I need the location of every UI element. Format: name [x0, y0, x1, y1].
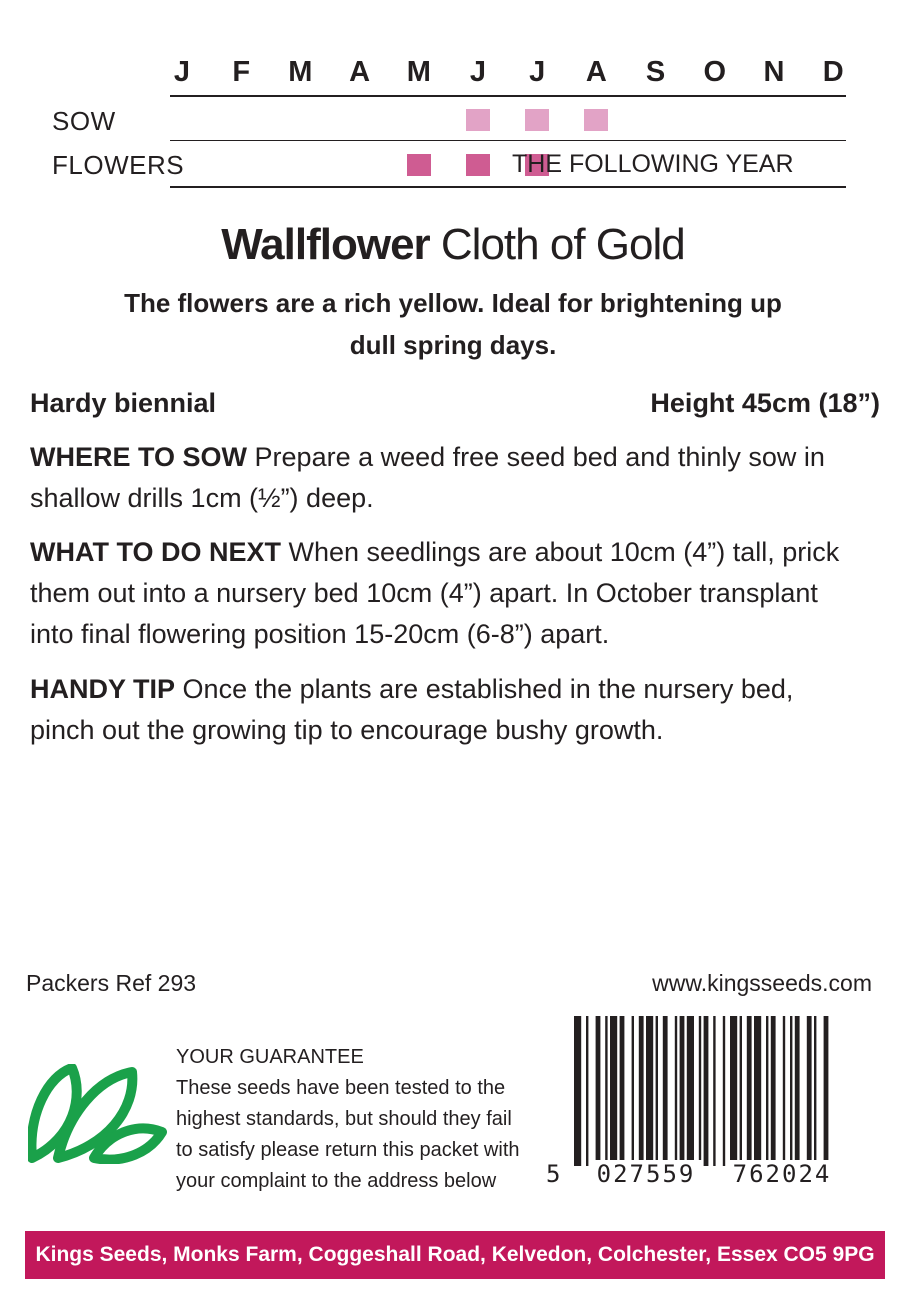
guarantee-line: your complaint to the address below: [176, 1170, 497, 1192]
what-to-do-next-section: [30, 532, 880, 655]
barcode-bar: [766, 1016, 768, 1166]
barcode-bar: [790, 1016, 792, 1166]
footer-address-bar: Kings Seeds, Monks Farm, Coggeshall Road, Kelvedon, Colchester, Essex CO5 9PG: [25, 1231, 885, 1279]
sow-month-mark: [525, 109, 549, 131]
product-description: [80, 282, 826, 366]
barcode-bar: [656, 1016, 658, 1166]
handy-tip-heading: HANDY TIP: [30, 674, 176, 704]
description-line: The flowers are a rich yellow. Ideal for brightening up: [124, 288, 782, 318]
where-to-sow-section: [30, 437, 880, 519]
where-to-sow-text: shallow drills 1cm (½”) deep.: [30, 483, 374, 513]
sow-month-mark: [584, 109, 608, 131]
sow-month-mark: [466, 109, 490, 131]
barcode-bars: [572, 1016, 872, 1176]
month-label: F: [232, 56, 251, 88]
barcode-digits-left: 027559: [590, 1160, 702, 1188]
barcode-bar: [663, 1016, 668, 1166]
guarantee-block: [176, 1042, 556, 1197]
what-to-do-next-text: into final flowering position 15-20cm (6-8”) apart.: [30, 619, 610, 649]
barcode-bar: [771, 1016, 776, 1166]
plant-name: Wallflower: [221, 220, 430, 269]
barcode-bar: [596, 1016, 601, 1166]
handy-tip-text: pinch out the growing tip to encourage bushy growth.: [30, 715, 664, 745]
month-label: M: [406, 56, 431, 88]
guarantee-line: These seeds have been tested to the: [176, 1077, 506, 1099]
what-to-do-next-text: them out into a nursery bed 10cm (4”) apart. In October transplant: [30, 578, 818, 608]
variety-name: Cloth of Gold: [440, 220, 685, 269]
month-label: N: [763, 56, 785, 88]
barcode-bar: [605, 1016, 607, 1166]
description-line: dull spring days.: [349, 330, 557, 360]
barcode-bar: [680, 1016, 685, 1166]
plant-height: Height 45cm (18”): [650, 388, 880, 418]
what-to-do-next-heading: WHAT TO DO NEXT: [30, 537, 281, 567]
barcode-bar: [795, 1016, 800, 1166]
barcode-digits-right: 762024: [726, 1160, 838, 1188]
month-label: J: [173, 56, 191, 88]
handy-tip-text: Once the plants are established in the nursery bed,: [182, 674, 794, 704]
flowering-month-mark: [466, 154, 490, 176]
what-to-do-next-text: When seedlings are about 10cm (4”) tall, prick: [288, 537, 840, 567]
calendar-top-rule: [170, 95, 846, 97]
month-label: A: [585, 56, 607, 88]
month-label: J: [529, 56, 546, 88]
calendar-bottom-rule: [170, 186, 846, 188]
barcode-bar: [783, 1016, 785, 1166]
barcode-bar: [704, 1016, 709, 1166]
barcode-bar: [740, 1016, 742, 1166]
month-label: A: [349, 56, 371, 88]
month-label: D: [822, 56, 844, 88]
barcode-bar: [699, 1016, 701, 1166]
month-label: O: [703, 56, 727, 88]
barcode-bar: [646, 1016, 653, 1166]
packers-ref: Packers Ref 293: [26, 970, 197, 996]
barcode-digit-prefix: 5: [546, 1160, 564, 1188]
plant-type: Hardy biennial: [30, 388, 217, 418]
month-label: J: [469, 56, 487, 88]
barcode-bar: [610, 1016, 617, 1166]
product-title: [0, 220, 906, 270]
barcode-bar: [687, 1016, 694, 1166]
flowering-month-mark: [407, 154, 431, 176]
month-label: S: [645, 56, 666, 88]
barcode-bar: [586, 1016, 588, 1166]
guarantee-line: highest standards, but should they fail: [176, 1108, 512, 1130]
barcode-bar: [824, 1016, 829, 1166]
where-to-sow-heading: WHERE TO SOW: [30, 442, 248, 472]
leaf-logo-icon: [28, 1064, 170, 1164]
barcode-bar: [730, 1016, 737, 1166]
handy-tip-section: [30, 669, 880, 751]
barcode-bar: [574, 1016, 581, 1166]
barcode-bar: [814, 1016, 816, 1166]
month-label: M: [288, 56, 313, 88]
barcode-bar: [639, 1016, 644, 1166]
barcode-bar: [620, 1016, 625, 1166]
barcode-bar: [632, 1016, 634, 1166]
barcode-bar: [747, 1016, 752, 1166]
website-link[interactable]: www.kingsseeds.com: [652, 970, 872, 996]
barcode-bar: [675, 1016, 677, 1166]
barcode-bar: [713, 1016, 715, 1166]
guarantee-heading: YOUR GUARANTEE: [176, 1046, 364, 1068]
calendar-mid-rule: [170, 140, 846, 141]
following-year-note: THE FOLLOWING YEAR: [512, 150, 794, 178]
guarantee-line: to satisfy please return this packet with: [176, 1139, 520, 1161]
barcode-bar: [754, 1016, 761, 1166]
sow-row-label: SOW: [52, 106, 116, 136]
where-to-sow-text: Prepare a weed free seed bed and thinly sow in: [254, 442, 825, 472]
flowers-row-label: FLOWERS: [52, 150, 185, 180]
barcode-bar: [723, 1016, 725, 1166]
barcode-bar: [807, 1016, 812, 1166]
